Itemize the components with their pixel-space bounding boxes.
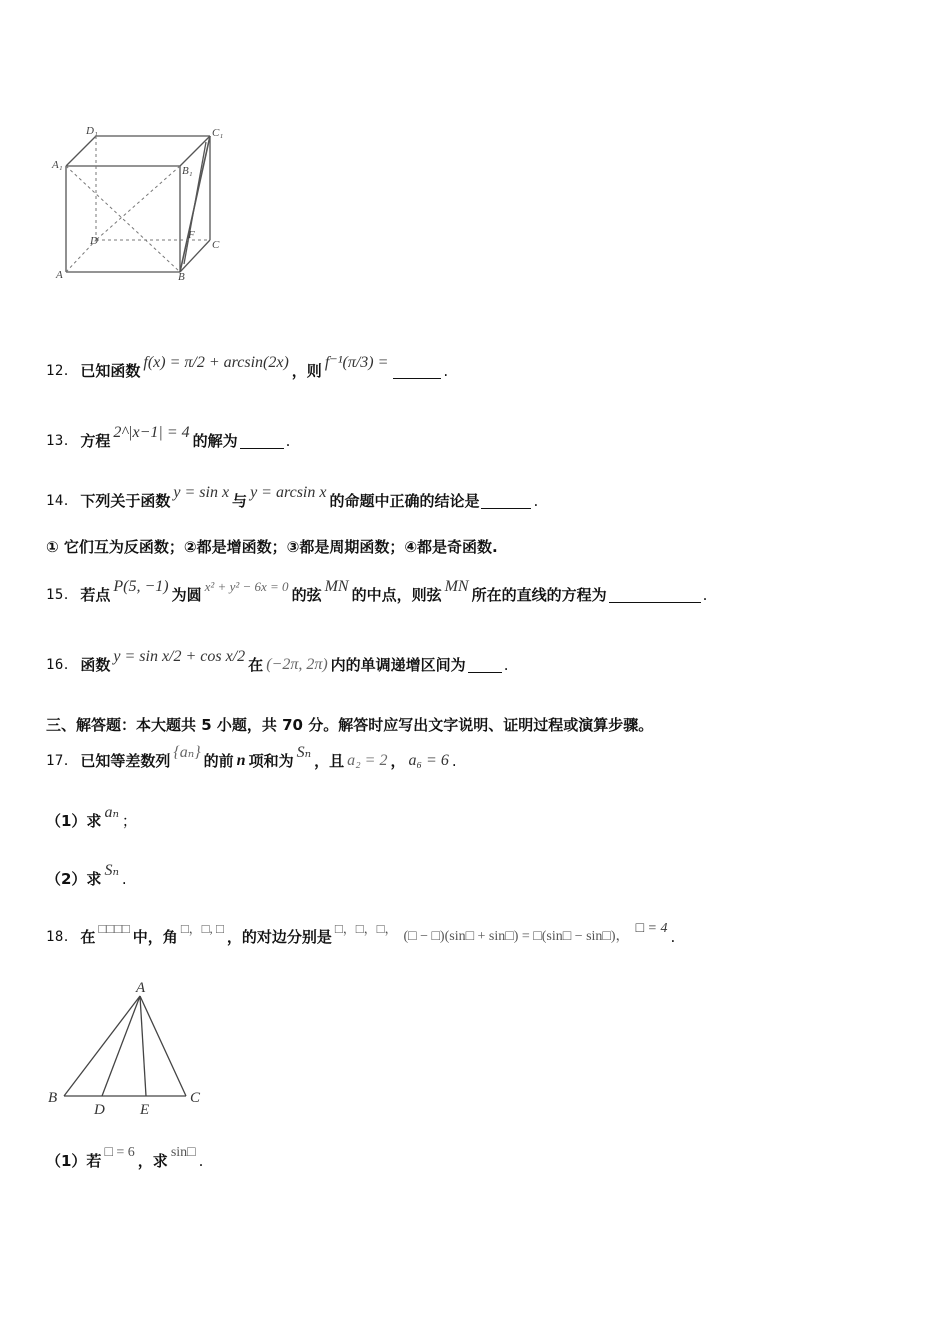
question-text: 的中点，则弦 bbox=[351, 586, 442, 604]
formula: P(5, −1) bbox=[113, 578, 169, 595]
question-text: 已知等差数列 bbox=[80, 752, 171, 770]
question-17 bbox=[46, 744, 457, 772]
answer-blank[interactable] bbox=[393, 364, 441, 379]
formula: □ = 6 bbox=[104, 1145, 135, 1160]
formula: (□ − □)(sin□ + sin□) = □(sin□ − sin□)， bbox=[403, 929, 630, 944]
formula: y = sin x/2 + cos x/2 bbox=[113, 648, 246, 665]
question-18 bbox=[46, 921, 676, 948]
question-text: ，则 bbox=[291, 362, 322, 380]
label-B: B bbox=[178, 271, 185, 283]
formula: f⁻¹(π/3) = bbox=[324, 354, 389, 371]
formula: f(x) = π/2 + arcsin(2x) bbox=[143, 354, 289, 371]
question-text: 中，角 bbox=[132, 928, 178, 946]
part-label: （1）求 bbox=[46, 812, 102, 830]
options-text: ① 它们互为反函数；②都是增函数；③都是周期函数；④都是奇函数. bbox=[46, 538, 498, 556]
formula: □ = 4 bbox=[635, 921, 668, 936]
question-text: 的解为 bbox=[192, 432, 238, 450]
hidden-edge bbox=[66, 166, 180, 272]
question-text: ，求 bbox=[137, 1152, 168, 1170]
label-B: B bbox=[48, 1090, 58, 1106]
label-D: D bbox=[94, 1102, 105, 1118]
punct: . bbox=[285, 432, 291, 450]
formula: y = sin x bbox=[173, 484, 230, 501]
question-text: ，且 bbox=[314, 752, 345, 770]
formula: (−2π, 2π) bbox=[266, 656, 328, 673]
label-A1: A₁ bbox=[52, 159, 63, 171]
formula: sin□ bbox=[170, 1145, 196, 1160]
answer-blank[interactable] bbox=[481, 494, 531, 509]
question-text: 若点 bbox=[80, 586, 111, 604]
formula: y = arcsin x bbox=[250, 484, 327, 501]
punct: . bbox=[121, 870, 127, 888]
punct: . bbox=[702, 586, 708, 604]
formula: Sₙ bbox=[296, 744, 312, 761]
question-text: ，的对边分别是 bbox=[226, 928, 332, 946]
punct: . bbox=[503, 656, 509, 674]
formula: a₆ = 6 bbox=[408, 752, 449, 769]
punct: . bbox=[670, 928, 676, 946]
segment-AD bbox=[102, 996, 140, 1096]
question-15 bbox=[46, 578, 708, 606]
question-text: 方程 bbox=[80, 432, 111, 450]
question-text: 项和为 bbox=[248, 752, 294, 770]
label-C: C bbox=[190, 1090, 201, 1106]
question-12 bbox=[46, 354, 449, 382]
formula: □□□□ bbox=[98, 921, 130, 936]
question-number: 13． bbox=[46, 433, 79, 449]
label-A: A bbox=[56, 269, 63, 281]
question-18-part-1 bbox=[46, 1145, 204, 1172]
question-text: 与 bbox=[232, 492, 248, 510]
formula: MN bbox=[324, 578, 349, 595]
part-label: （1）若 bbox=[46, 1152, 102, 1170]
label-C1: C₁ bbox=[212, 127, 224, 139]
question-13 bbox=[46, 424, 291, 452]
triangle-figure bbox=[44, 976, 214, 1118]
part-label: （2）求 bbox=[46, 870, 102, 888]
side-AC bbox=[140, 996, 186, 1096]
cube-figure bbox=[48, 124, 238, 284]
formula: aₙ bbox=[104, 804, 119, 821]
formula: 2^|x−1| = 4 bbox=[113, 424, 190, 441]
formula: {aₙ} bbox=[173, 744, 201, 761]
cube-edge bbox=[184, 142, 206, 264]
question-number: 14． bbox=[46, 493, 79, 509]
answer-blank[interactable] bbox=[240, 434, 284, 449]
section-title: 三、解答题：本大题共 5 小题，共 70 分。解答时应写出文字说明、证明过程或演算步骤。 bbox=[46, 716, 654, 734]
question-number: 16． bbox=[46, 657, 79, 673]
formula: n bbox=[236, 752, 246, 769]
question-text: 为圆 bbox=[171, 586, 202, 604]
question-number: 12． bbox=[46, 363, 79, 379]
question-text: ， bbox=[390, 752, 406, 770]
question-text: 在 bbox=[80, 928, 96, 946]
label-E: E bbox=[140, 1102, 150, 1118]
label-A: A bbox=[136, 980, 146, 996]
question-text: 在 bbox=[248, 656, 264, 674]
question-number: 17． bbox=[46, 753, 79, 769]
cube-edge bbox=[180, 240, 210, 272]
question-text: 的前 bbox=[203, 752, 234, 770]
question-number: 18． bbox=[46, 929, 79, 945]
question-17-part-1 bbox=[46, 804, 137, 832]
section-heading bbox=[46, 714, 653, 736]
answer-blank[interactable] bbox=[468, 658, 502, 673]
label-B1: B₁ bbox=[182, 165, 193, 177]
answer-blank[interactable] bbox=[609, 588, 701, 603]
label-D: D bbox=[90, 235, 98, 247]
label-F: F bbox=[188, 229, 195, 241]
formula: □，□, □ bbox=[180, 921, 224, 936]
question-14-options bbox=[46, 536, 498, 558]
segment-AE bbox=[140, 996, 146, 1096]
question-text: 函数 bbox=[80, 656, 111, 674]
question-text: 已知函数 bbox=[80, 362, 141, 380]
hidden-edge bbox=[96, 166, 180, 240]
formula: a₂ = 2 bbox=[347, 752, 388, 769]
label-D1: D₁ bbox=[86, 125, 98, 137]
punct: . bbox=[443, 362, 449, 380]
question-text: 的弦 bbox=[291, 586, 322, 604]
punct: ； bbox=[121, 812, 137, 830]
question-text: 所在的直线的方程为 bbox=[471, 586, 607, 604]
question-14 bbox=[46, 484, 539, 512]
cube-edge bbox=[66, 136, 96, 166]
formula: x² + y² − 6x = 0 bbox=[204, 579, 289, 594]
formula: □，□，□， bbox=[334, 921, 398, 936]
label-C: C bbox=[212, 239, 220, 251]
formula: MN bbox=[444, 578, 469, 595]
formula: Sₙ bbox=[104, 862, 119, 879]
question-17-part-2 bbox=[46, 862, 127, 890]
question-text: 内的单调递增区间为 bbox=[330, 656, 466, 674]
punct: . bbox=[198, 1152, 204, 1170]
punct: . bbox=[533, 492, 539, 510]
question-16 bbox=[46, 648, 509, 676]
question-text: 下列关于函数 bbox=[80, 492, 171, 510]
question-text: 的命题中正确的结论是 bbox=[329, 492, 480, 510]
punct: . bbox=[451, 752, 457, 770]
question-number: 15． bbox=[46, 587, 79, 603]
side-AB bbox=[64, 996, 140, 1096]
cube-edge bbox=[180, 136, 210, 166]
